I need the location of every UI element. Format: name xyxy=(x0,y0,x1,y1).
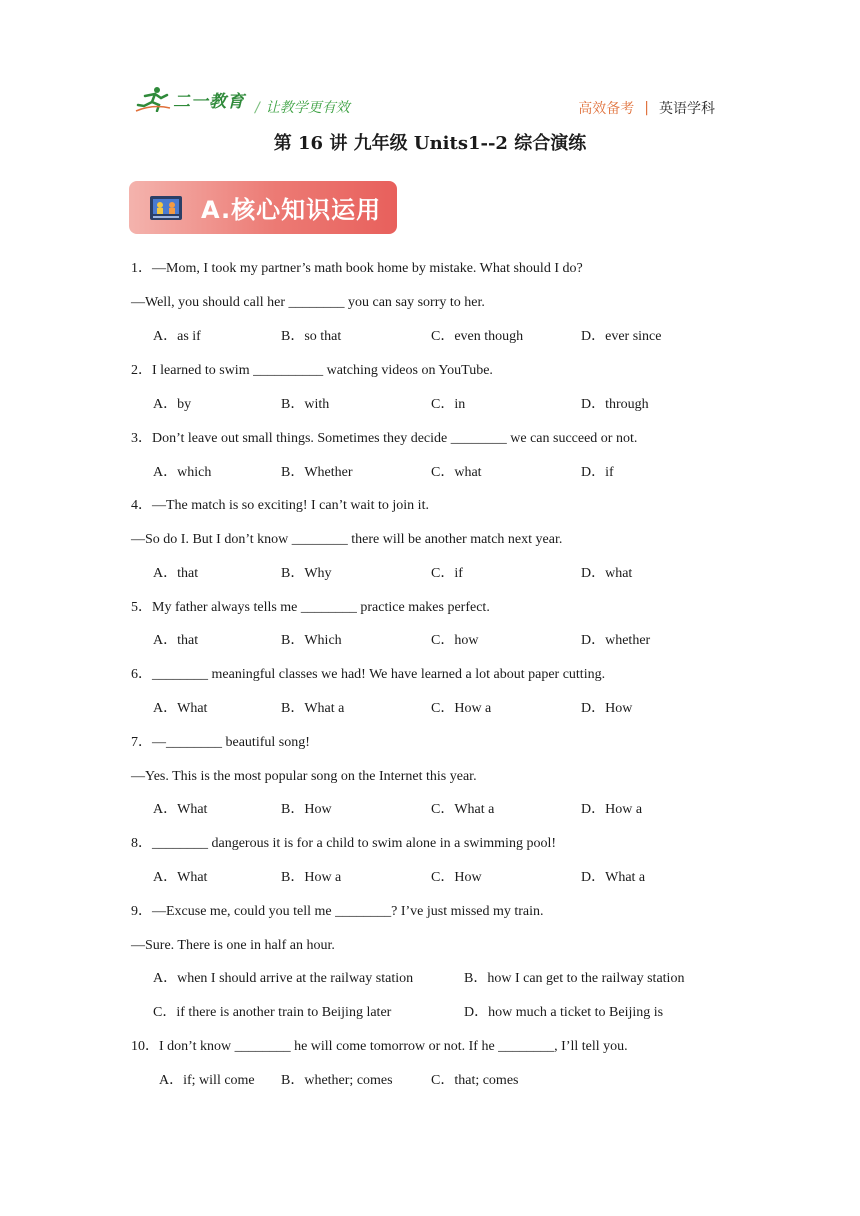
question-6-option-d: D．How xyxy=(581,701,633,716)
question-6-option-b: B．What a xyxy=(281,701,345,716)
running-figure-logo-icon xyxy=(135,86,171,112)
question-3-option-b: B．Whether xyxy=(281,465,353,480)
page-title: 第 16 讲 九年级 Units1--2 综合演练 xyxy=(273,133,587,154)
question-4-option-d: D．what xyxy=(581,566,633,581)
question-2-option-b: B．with xyxy=(281,397,330,412)
logo-text: 二一教育 xyxy=(173,91,245,112)
slogan xyxy=(255,97,350,117)
question-3-option-d: D．if xyxy=(581,465,614,480)
question-4-response: —So do I. But I don’t know ________ there will be another match next year. xyxy=(131,532,563,547)
question-1-stem: 1．—Mom, I took my partner’s math book home by mistake. What should I do? xyxy=(131,261,583,276)
question-10-option-c: C．that; comes xyxy=(431,1073,519,1088)
question-6-stem: 6．________ meaningful classes we had! We have learned a lot about paper cutting. xyxy=(131,667,606,682)
header-right xyxy=(578,98,715,118)
question-9-response: —Sure. There is one in half an hour. xyxy=(131,938,335,953)
question-3-option-a: A．which xyxy=(153,465,212,480)
question-8-stem: 8．________ dangerous it is for a child to swim alone in a swimming pool! xyxy=(131,836,557,851)
question-2-option-a: A．by xyxy=(153,397,192,412)
question-1-option-b: B．so that xyxy=(281,329,342,344)
question-9-option-a: A．when I should arrive at the railway station xyxy=(153,971,414,986)
question-1-option-a: A．as if xyxy=(153,329,201,344)
question-5-stem: 5．My father always tells me ________ practice makes perfect. xyxy=(131,600,490,615)
question-7-option-a: A．What xyxy=(153,802,208,817)
section-label: A.核心知识运用 xyxy=(201,196,382,224)
question-4-option-b: B．Why xyxy=(281,566,332,581)
question-2-option-d: D．through xyxy=(581,397,649,412)
question-6-option-a: A．What xyxy=(153,701,208,716)
header-label-subject: 英语学科 xyxy=(659,101,715,117)
question-4-option-a: A．that xyxy=(153,566,199,581)
question-5-option-a: A．that xyxy=(153,633,199,648)
question-7-option-d: D．How a xyxy=(581,802,643,817)
question-8-option-d: D．What a xyxy=(581,870,646,885)
question-2-stem: 2．I learned to swim __________ watching videos on YouTube. xyxy=(131,363,493,378)
question-5-option-b: B．Which xyxy=(281,633,342,648)
question-6-option-c: C．How a xyxy=(431,701,492,716)
question-10-stem: 10．I don’t know ________ he will come tomorrow or not. If he ________, I’ll tell you. xyxy=(131,1039,628,1054)
question-3-stem: 3．Don’t leave out small things. Sometimes they decide ________ we can succeed or not. xyxy=(131,431,638,446)
logo xyxy=(135,86,245,112)
question-9-stem: 9．—Excuse me, could you tell me ________? I’ve just missed my train. xyxy=(131,904,544,919)
slogan-divider: / xyxy=(255,100,260,116)
header-separator: | xyxy=(644,100,649,116)
question-8-option-c: C．How xyxy=(431,870,482,885)
question-3-option-c: C．what xyxy=(431,465,482,480)
question-8-option-a: A．What xyxy=(153,870,208,885)
question-1-response: —Well, you should call her ________ you can say sorry to her. xyxy=(131,295,485,310)
question-5-option-c: C．how xyxy=(431,633,479,648)
page-header xyxy=(135,86,715,116)
question-9-option-b: B．how I can get to the railway station xyxy=(464,971,685,986)
question-9-option-d: D．how much a ticket to Beijing is xyxy=(464,1005,664,1020)
question-4-stem: 4．—The match is so exciting! I can’t wait to join it. xyxy=(131,498,429,513)
question-7-option-c: C．What a xyxy=(431,802,495,817)
question-7-stem: 7．—________ beautiful song! xyxy=(131,735,310,750)
question-1-option-d: D．ever since xyxy=(581,329,662,344)
header-label-prep: 高效备考 xyxy=(578,101,635,117)
classroom-board-icon xyxy=(149,195,183,221)
question-4-option-c: C．if xyxy=(431,566,463,581)
question-7-response: —Yes. This is the most popular song on the Internet this year. xyxy=(131,769,477,784)
question-7-option-b: B．How xyxy=(281,802,332,817)
question-10-option-b: B．whether; comes xyxy=(281,1073,393,1088)
question-5-option-d: D．whether xyxy=(581,633,651,648)
question-9-option-c: C．if there is another train to Beijing later xyxy=(153,1005,392,1020)
question-10-option-a: A．if; will come xyxy=(159,1073,255,1088)
section-banner xyxy=(129,181,397,234)
slogan-text: 让教学更有效 xyxy=(265,100,350,116)
question-1-option-c: C．even though xyxy=(431,329,524,344)
question-8-option-b: B．How a xyxy=(281,870,342,885)
question-2-option-c: C．in xyxy=(431,397,466,412)
